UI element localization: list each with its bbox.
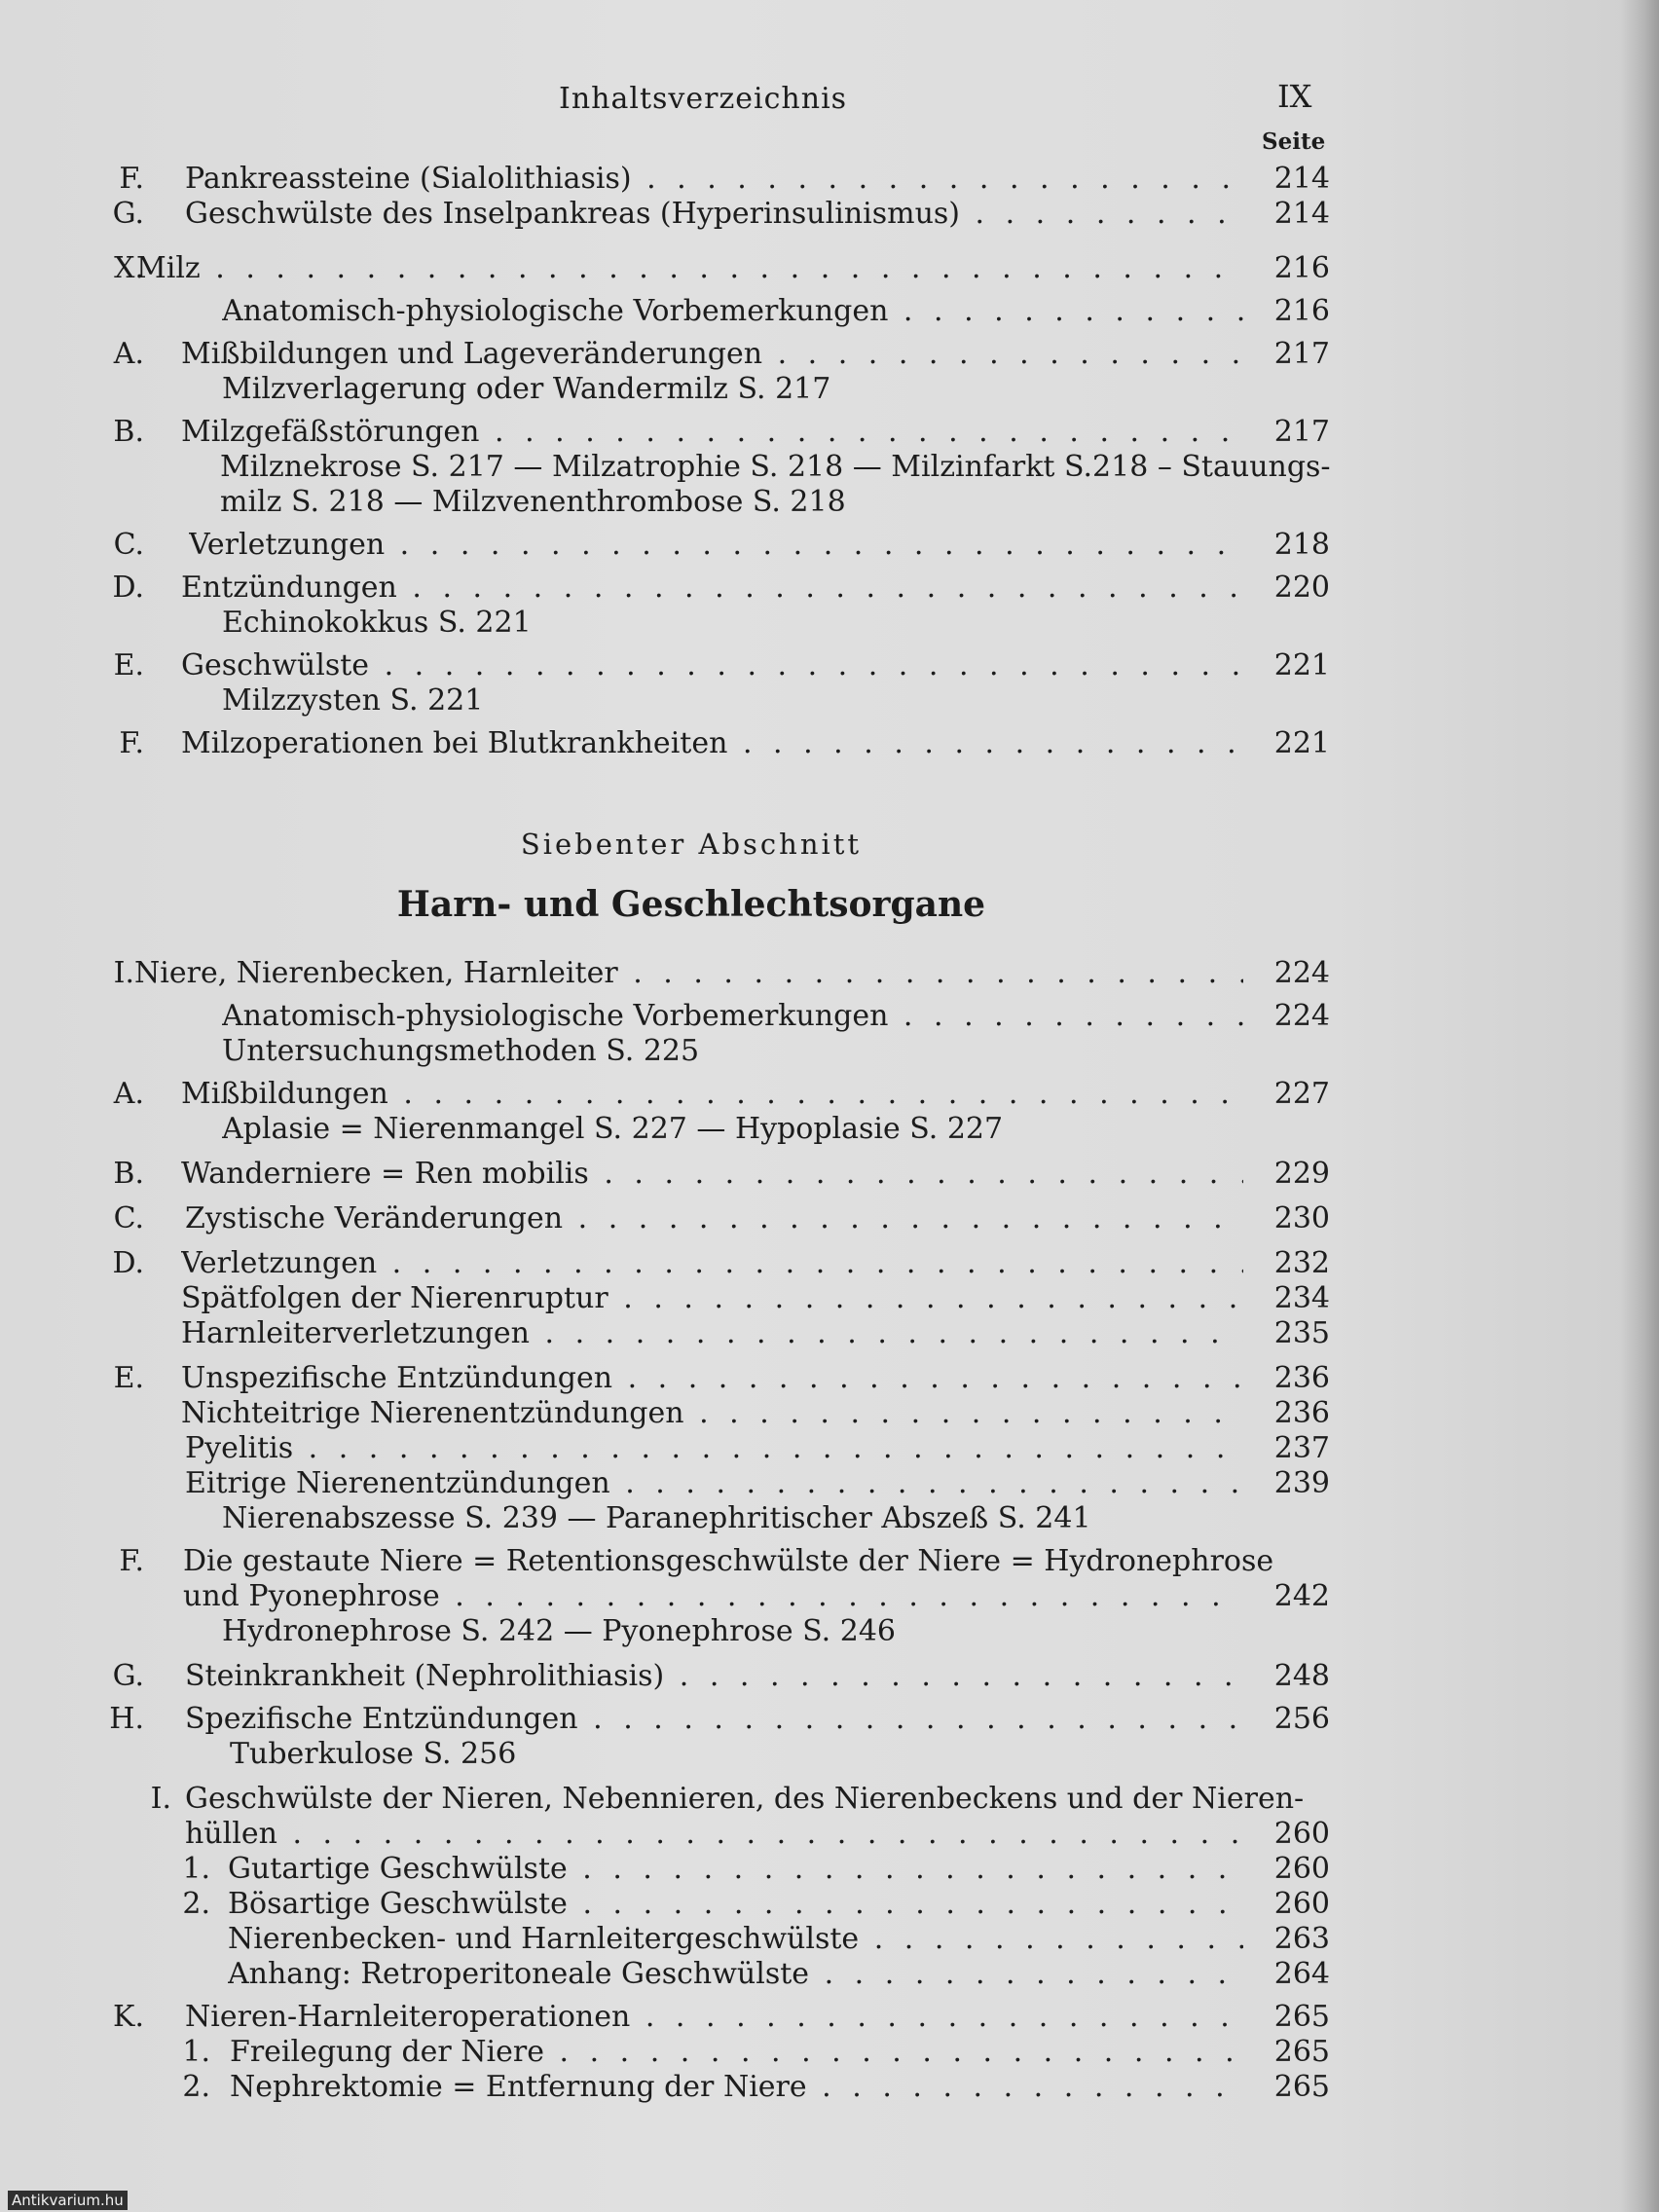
toc-entry-page: 221 bbox=[1273, 648, 1330, 682]
toc-entry-title: Spezifische Entzündungen . . . bbox=[185, 1700, 1243, 1739]
toc-entry bbox=[0, 1955, 1659, 1994]
toc-entry-title: Nichteitrige Nierenentzündungen . . . bbox=[181, 1394, 1243, 1433]
toc-entry-title: Tuberkulose S. 256 bbox=[230, 1737, 517, 1771]
toc-entry bbox=[0, 249, 1659, 288]
toc-entry-title: milz S. 218 — Milzvenenthrombose S. 218 bbox=[220, 485, 846, 519]
toc-entry-label: H. bbox=[109, 1702, 144, 1736]
toc-entry bbox=[0, 954, 1659, 993]
toc-entry-page: 265 bbox=[1273, 2000, 1330, 2034]
toc-entry-label: 2. bbox=[182, 1887, 210, 1921]
toc-entry-title: Echinokokkus S. 221 bbox=[222, 606, 532, 640]
toc-entry-page: 260 bbox=[1273, 1887, 1330, 1921]
toc-entry bbox=[0, 569, 1659, 608]
toc-entry bbox=[0, 370, 1659, 409]
toc-entry bbox=[0, 1735, 1659, 1774]
watermark: Antikvarium.hu bbox=[8, 2191, 128, 2210]
toc-entry-title: Milzgefäßstörungen . . . bbox=[181, 413, 1243, 452]
toc-entry bbox=[0, 526, 1659, 565]
toc-entry bbox=[0, 1199, 1659, 1238]
toc-entry-page: 235 bbox=[1273, 1316, 1330, 1350]
toc-entry-label: G. bbox=[112, 197, 144, 231]
toc-entry-title: Bösartige Geschwülste . . . bbox=[228, 1885, 1243, 1924]
toc-entry-label: 1. bbox=[182, 2035, 210, 2069]
toc-entry-page: 216 bbox=[1273, 251, 1330, 285]
toc-entry-label: K. bbox=[113, 2000, 144, 2034]
toc-entry-page: 234 bbox=[1273, 1281, 1330, 1315]
toc-entry-title: Spätfolgen der Nierenruptur . . . bbox=[181, 1279, 1243, 1318]
toc-entry-page: 214 bbox=[1273, 197, 1330, 231]
toc-entry-label: C. bbox=[113, 1201, 144, 1235]
toc-entry-label: E. bbox=[113, 648, 144, 682]
toc-entry-page: 237 bbox=[1273, 1431, 1330, 1465]
toc-entry-page: 236 bbox=[1273, 1396, 1330, 1430]
toc-entry bbox=[0, 2068, 1659, 2107]
toc-entry bbox=[0, 335, 1659, 374]
toc-entry-label: D. bbox=[112, 1246, 144, 1280]
section-title: Harn- und Geschlechtsorgane bbox=[396, 884, 986, 925]
toc-entry-title: Nierenbecken- und Harnleitergeschwülste . . . bbox=[228, 1920, 1243, 1959]
toc-entry-title: Verletzungen . . . bbox=[189, 526, 1243, 565]
toc-entry-page: 218 bbox=[1273, 528, 1330, 562]
toc-entry-label: C. bbox=[113, 528, 144, 562]
toc-entry-label: I. bbox=[150, 1782, 171, 1816]
toc-entry-title: Zystische Veränderungen . . . bbox=[185, 1199, 1243, 1238]
toc-entry-label: B. bbox=[113, 415, 144, 449]
section-kicker: Siebenter Abschnitt bbox=[520, 828, 863, 861]
toc-entry bbox=[0, 1359, 1659, 1398]
toc-entry bbox=[0, 1314, 1659, 1353]
toc-entry-page: 256 bbox=[1273, 1702, 1330, 1736]
toc-entry-title: Milzverlagerung oder Wandermilz S. 217 bbox=[222, 372, 831, 406]
toc-entry-title: Milz . . . bbox=[136, 249, 1243, 288]
toc-entry-page: 260 bbox=[1273, 1817, 1330, 1851]
toc-entry-title: Nierenabszesse S. 239 — Paranephritischer Abszeß S. 241 bbox=[222, 1501, 1091, 1535]
toc-entry-title: Pankreassteine (Sialolithiasis) . . . bbox=[185, 160, 1243, 199]
toc-entry-title: Niere, Nierenbecken, Harnleiter . . . bbox=[134, 954, 1243, 993]
toc-entry-page: 217 bbox=[1273, 337, 1330, 371]
toc-entry bbox=[0, 1499, 1659, 1538]
toc-entry-title: Wanderniere = Ren mobilis . . . bbox=[181, 1155, 1243, 1194]
toc-entry bbox=[0, 1850, 1659, 1889]
toc-entry-label: A. bbox=[113, 337, 144, 371]
toc-entry bbox=[0, 1920, 1659, 1959]
toc-entry bbox=[0, 1110, 1659, 1149]
toc-entry-title: Milznekrose S. 217 — Milzatrophie S. 218 — Milzinfarkt S.218 – Stauungs- bbox=[220, 450, 1331, 484]
toc-entry bbox=[0, 1700, 1659, 1739]
toc-entry-label: I. bbox=[113, 956, 134, 990]
toc-entry-title: Nieren-Harnleiteroperationen . . . bbox=[185, 1998, 1243, 2037]
toc-entry bbox=[0, 1429, 1659, 1468]
toc-entry-label: F. bbox=[119, 726, 144, 760]
toc-entry-title: Harnleiterverletzungen . . . bbox=[181, 1314, 1243, 1353]
toc-entry-title: hüllen . . . bbox=[185, 1815, 1243, 1854]
toc-entry-title: Entzündungen . . . bbox=[181, 569, 1243, 608]
toc-entry-title: Milzzysten S. 221 bbox=[222, 683, 484, 718]
toc-entry bbox=[0, 1815, 1659, 1854]
toc-entry-title: Geschwülste der Nieren, Nebennieren, des Nierenbeckens und der Nieren- bbox=[185, 1782, 1305, 1816]
toc-entry bbox=[0, 448, 1659, 487]
toc-entry bbox=[0, 1032, 1659, 1071]
toc-entry-title: Die gestaute Niere = Retentionsgeschwülste der Niere = Hydronephrose bbox=[183, 1544, 1274, 1578]
toc-entry bbox=[0, 1780, 1659, 1819]
toc-entry bbox=[0, 1464, 1659, 1503]
toc-entry-title: und Pyonephrose . . . bbox=[183, 1577, 1243, 1616]
toc-entry-page: 224 bbox=[1273, 956, 1330, 990]
toc-entry-label: G. bbox=[112, 1659, 144, 1693]
toc-entry-label: B. bbox=[113, 1157, 144, 1191]
toc-entry-title: Freilegung der Niere . . . bbox=[230, 2033, 1243, 2072]
toc-entry-title: Steinkrankheit (Nephrolithiasis) . . . bbox=[185, 1657, 1243, 1696]
toc-entry bbox=[0, 724, 1659, 763]
toc-entry-page: 214 bbox=[1273, 162, 1330, 196]
toc-entry-page: 217 bbox=[1273, 415, 1330, 449]
toc-entry bbox=[0, 1394, 1659, 1433]
toc-entry-title: Anatomisch-physiologische Vorbemerkungen . . . bbox=[222, 292, 1243, 331]
toc-entry-page: 220 bbox=[1273, 571, 1330, 605]
toc-entry-page: 264 bbox=[1273, 1957, 1330, 1991]
toc-entry bbox=[0, 483, 1659, 522]
toc-entry bbox=[0, 1155, 1659, 1194]
toc-entry bbox=[0, 1577, 1659, 1616]
running-head: Inhaltsverzeichnis bbox=[559, 82, 848, 116]
toc-entry-title: Hydronephrose S. 242 — Pyonephrose S. 246 bbox=[222, 1614, 896, 1648]
toc-entry-title: Anhang: Retroperitoneale Geschwülste . . . bbox=[228, 1955, 1243, 1994]
toc-entry-title: Milzoperationen bei Blutkrankheiten . . . bbox=[181, 724, 1243, 763]
seite-column-label: Seite bbox=[1262, 129, 1326, 155]
toc-entry-label: A. bbox=[113, 1077, 144, 1111]
toc-entry bbox=[0, 2033, 1659, 2072]
toc-entry-page: 239 bbox=[1273, 1466, 1330, 1500]
toc-entry bbox=[0, 646, 1659, 685]
toc-entry-page: 265 bbox=[1273, 2070, 1330, 2104]
toc-entry-title: Aplasie = Nierenmangel S. 227 — Hypoplasie S. 227 bbox=[222, 1112, 1004, 1146]
toc-entry bbox=[0, 1279, 1659, 1318]
toc-entry bbox=[0, 1075, 1659, 1114]
toc-entry bbox=[0, 682, 1659, 720]
toc-entry-title: Untersuchungsmethoden S. 225 bbox=[222, 1034, 700, 1068]
toc-entry-page: 260 bbox=[1273, 1852, 1330, 1886]
toc-entry-page: 224 bbox=[1273, 999, 1330, 1033]
toc-entry-title: Verletzungen . . . bbox=[181, 1244, 1243, 1283]
page-number: IX bbox=[1277, 78, 1312, 115]
toc-entry-title: Pyelitis . . . bbox=[185, 1429, 1243, 1468]
toc-entry bbox=[0, 604, 1659, 643]
toc-entry bbox=[0, 1542, 1659, 1581]
toc-entry bbox=[0, 413, 1659, 452]
toc-entry-label: F. bbox=[119, 162, 144, 196]
toc-entry-title: Nephrektomie = Entfernung der Niere . . . bbox=[230, 2068, 1243, 2107]
toc-entry-page: 229 bbox=[1273, 1157, 1330, 1191]
toc-entry bbox=[0, 160, 1659, 199]
toc-entry-page: 242 bbox=[1273, 1579, 1330, 1613]
toc-entry-label: D. bbox=[112, 571, 144, 605]
toc-entry-label: F. bbox=[119, 1544, 144, 1578]
toc-entry-title: Mißbildungen . . . bbox=[181, 1075, 1243, 1114]
toc-entry-page: 221 bbox=[1273, 726, 1330, 760]
toc-entry bbox=[0, 195, 1659, 234]
toc-entry bbox=[0, 1885, 1659, 1924]
toc-entry-page: 216 bbox=[1273, 294, 1330, 328]
toc-entry-page: 227 bbox=[1273, 1077, 1330, 1111]
toc-entry-page: 232 bbox=[1273, 1246, 1330, 1280]
toc-entry bbox=[0, 292, 1659, 331]
toc-entry-page: 230 bbox=[1273, 1201, 1330, 1235]
toc-entry bbox=[0, 1998, 1659, 2037]
toc-entry bbox=[0, 997, 1659, 1036]
toc-entry-page: 263 bbox=[1273, 1922, 1330, 1956]
toc-entry-title: Mißbildungen und Lageveränderungen . . . bbox=[181, 335, 1243, 374]
toc-entry-page: 236 bbox=[1273, 1361, 1330, 1395]
toc-entry bbox=[0, 1612, 1659, 1651]
toc-entry-title: Unspezifische Entzündungen . . . bbox=[181, 1359, 1243, 1398]
toc-entry-label: 1. bbox=[182, 1852, 210, 1886]
toc-entry-label: X. bbox=[114, 251, 144, 285]
toc-entry-title: Geschwülste des Inselpankreas (Hyperinsulinismus) . . . bbox=[185, 195, 1243, 234]
toc-entry-title: Geschwülste . . . bbox=[181, 646, 1243, 685]
toc-entry-title: Eitrige Nierenentzündungen . . . bbox=[185, 1464, 1243, 1503]
toc-entry bbox=[0, 1657, 1659, 1696]
toc-entry-title: Gutartige Geschwülste . . . bbox=[228, 1850, 1243, 1889]
toc-entry-label: 2. bbox=[182, 2070, 210, 2104]
toc-entry-label: E. bbox=[113, 1361, 144, 1395]
toc-entry-page: 265 bbox=[1273, 2035, 1330, 2069]
toc-entry bbox=[0, 1244, 1659, 1283]
toc-entry-title: Anatomisch-physiologische Vorbemerkungen . . . bbox=[222, 997, 1243, 1036]
toc-entry-page: 248 bbox=[1273, 1659, 1330, 1693]
